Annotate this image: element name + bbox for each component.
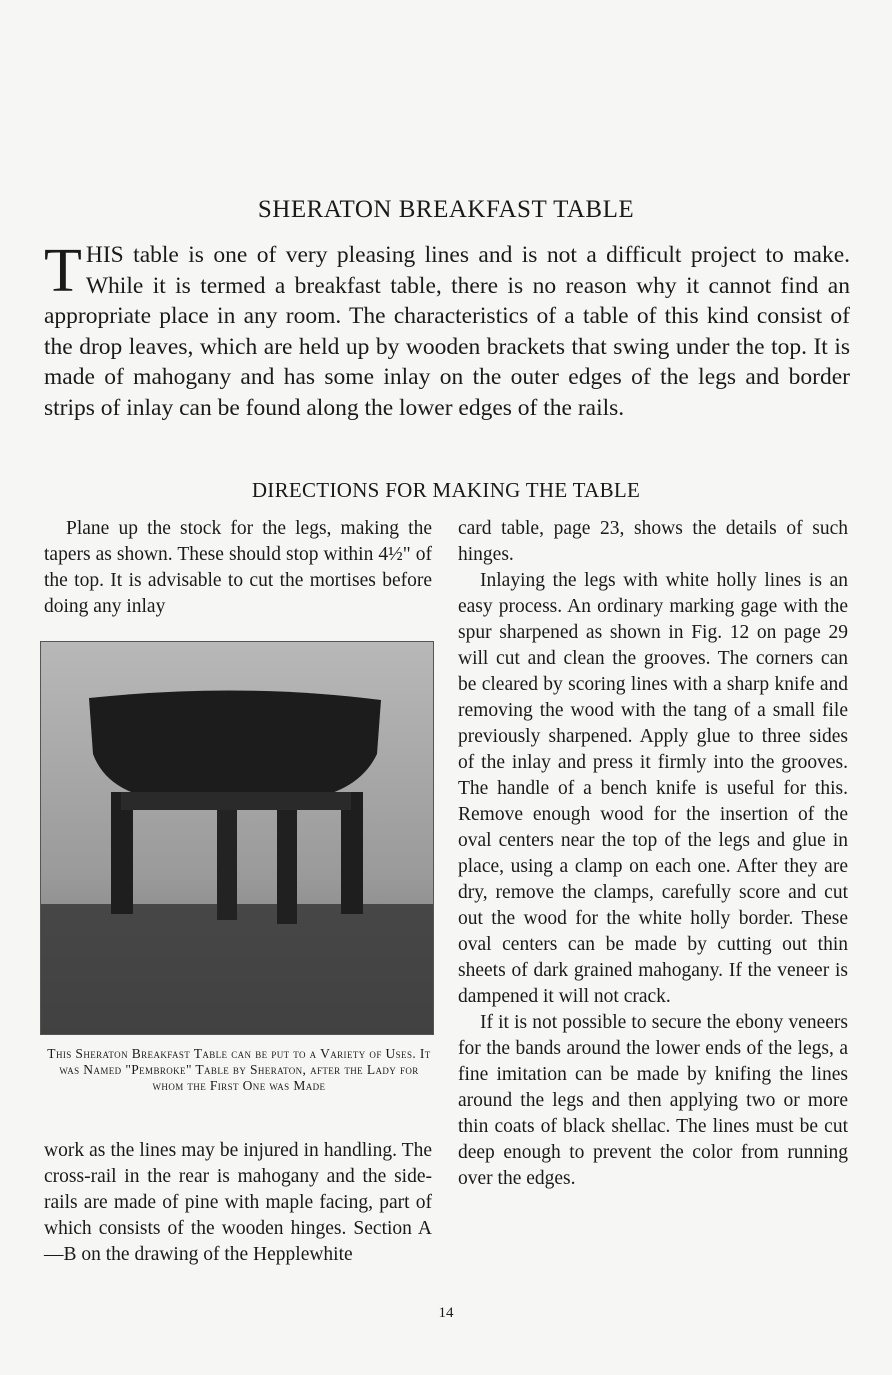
photo-caption: This Sheraton Breakfast Table can be put to a Variety of Uses. It was Named "Pembroke" Table by Sheraton, after the Lady for whom the First One was Made (47, 1046, 431, 1093)
right-paragraph-1: card table, page 23, shows the details of such hinges. (458, 518, 848, 565)
table-photo (40, 641, 434, 1035)
left-column-top (44, 516, 432, 620)
left-paragraph-2: work as the lines may be injured in handling. The cross-rail in the rear is mahogany and the side-rails are made of pine with maple facing, part of which consists of the wooden hinges. Section A—B on the drawing of the Hepplewhite (44, 1140, 432, 1265)
left-column-bottom (44, 1138, 432, 1268)
right-paragraph-2: Inlaying the legs with white holly lines is an easy process. An ordinary marking gage with the spur sharpened as shown in Fig. 12 on page 29 will cut and clean the grooves. The corners can be cleared by scoring lines with a sharp knife and removing the wood with the tang of a small file previously sharpened. Apply glue to three sides of the inlay and press it firmly into the grooves. The handle of a bench knife is useful for this. Remove enough wood for the insertion of the oval centers near the top of the legs and glue in place, using a clamp on each one. After they are dry, remove the clamps, carefully score and cut out the wood for the white holly border. These oval centers can be made by cutting out thin sheets of dark grained mahogany. If the veneer is dampened it will not crack. (458, 570, 848, 1007)
right-paragraph-3: If it is not possible to secure the ebony veneers for the bands around the lower ends of the legs, a fine imitation can be made by knifing the lines around the legs and then applying two or more thin coats of black shellac. The lines must be cut deep enough to prevent the color from running over the edges. (458, 1012, 848, 1189)
page-number: 14 (438, 1305, 454, 1321)
intro-paragraph (44, 237, 850, 423)
right-column (458, 516, 848, 1192)
left-paragraph-1: Plane up the stock for the legs, making the tapers as shown. These should stop within 4½" of the top. It is advisable to cut the mortises before doing any inlay (44, 518, 432, 617)
intro-text: HIS table is one of very pleasing lines and is not a difficult project to make. While it is termed a breakfast table, there is no reason why it cannot find an appropriate place in any room. The characteristics of a table of this kind consist of the drop leaves, which are held up by wooden brackets that swing under the top. It is made of mahogany and has some inlay on the outer edges of the legs and border strips of inlay can be found along the lower edges of the rails. (44, 242, 850, 421)
page-title: SHERATON BREAKFAST TABLE (257, 196, 635, 223)
section-heading: DIRECTIONS FOR MAKING THE TABLE (251, 478, 641, 502)
drop-cap: T (44, 237, 82, 305)
sheraton-table-illustration (41, 642, 433, 1034)
